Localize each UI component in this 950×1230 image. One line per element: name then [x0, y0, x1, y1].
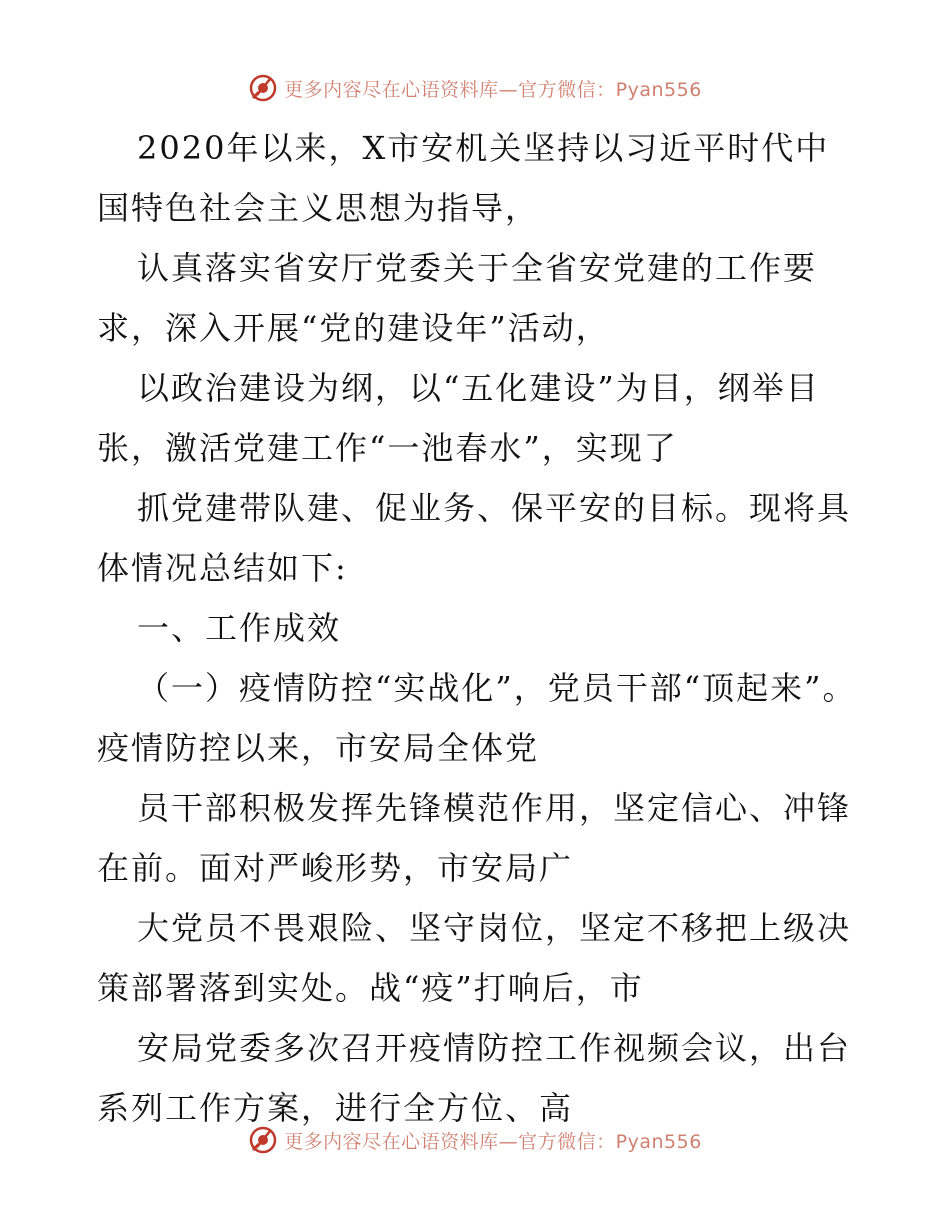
- paragraph: 抓党建带队建、促业务、保平安的目标。现将具体情况总结如下:: [97, 489, 852, 587]
- paragraph: 员干部积极发挥先锋模范作用，坚定信心、冲锋在前。面对严峻形势，市安局广: [97, 789, 852, 887]
- paragraph: 大党员不畏艰险、坚守岗位，坚定不移把上级决策部署落到实处。战“疫”打响后，市: [97, 909, 852, 1007]
- paragraph: 认真落实省安厅党委关于全省安党建的工作要求，深入开展“党的建设年”活动，: [97, 249, 818, 347]
- footer-watermark-banner: [0, 1122, 950, 1158]
- paragraph: （一）疫情防控“实战化”，党员干部“顶起来”。疫情防控以来，市安局全体党: [97, 669, 857, 767]
- section-heading: 一、工作成效: [137, 609, 342, 647]
- footer-watermark-text: 更多内容尽在心语资料库—官方微信：Pyan556: [284, 1130, 702, 1153]
- paragraph: 以政治建设为纲，以“五化建设”为目，纲举目张，激活党建工作“一池春水”，实现了: [97, 369, 820, 467]
- document-body: [97, 118, 857, 1138]
- paragraph: 安局党委多次召开疫情防控工作视频会议，出台系列工作方案，进行全方位、高: [97, 1029, 852, 1127]
- header-watermark-banner: [0, 70, 950, 106]
- logo-icon: [248, 1125, 278, 1155]
- paragraph: 2020年以来，X市安机关坚持以习近平时代中国特色社会主义思想为指导，: [97, 129, 830, 227]
- logo-icon: [248, 73, 278, 103]
- header-watermark-text: 更多内容尽在心语资料库—官方微信：Pyan556: [284, 78, 702, 101]
